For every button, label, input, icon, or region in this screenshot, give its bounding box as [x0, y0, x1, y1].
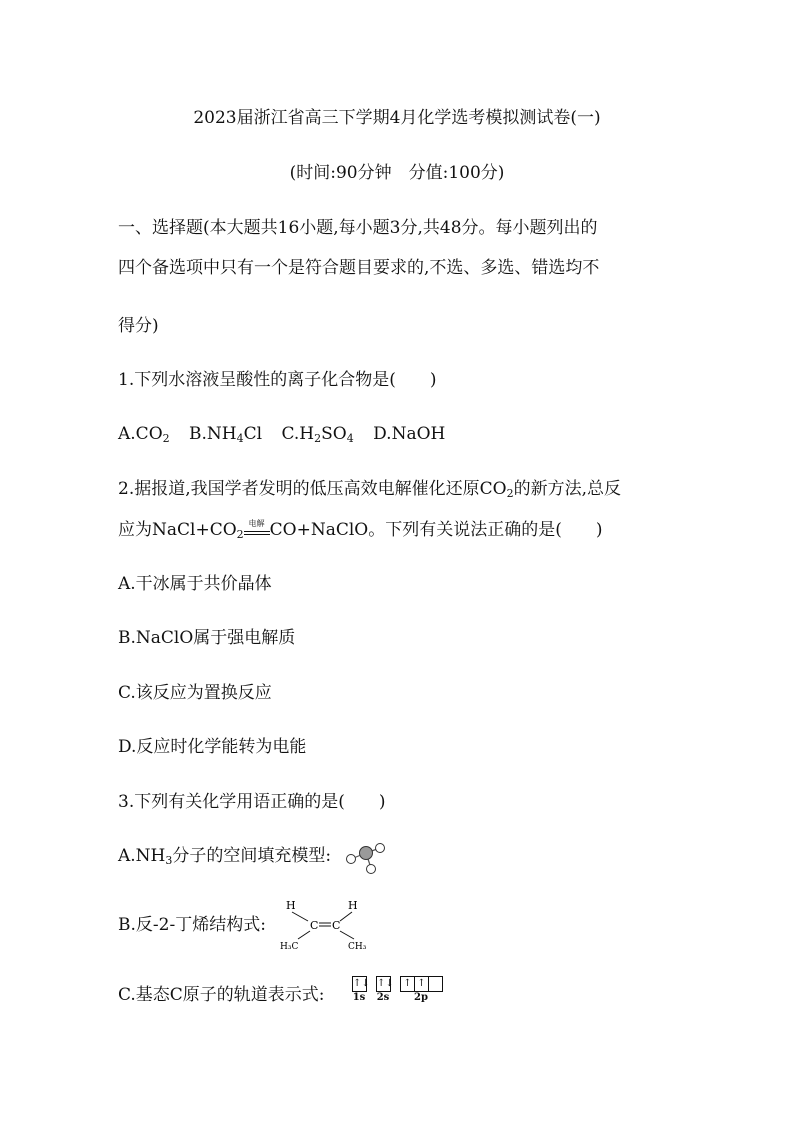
orbital-2p-box-3 [428, 976, 443, 992]
section-intro-line-2: 四个备选项中只有一个是符合题目要求的,不选、多选、错选均不 [118, 258, 600, 278]
question-1-stem: 1.下列水溶液呈酸性的离子化合物是( ) [118, 370, 437, 390]
nh3-space-filling-model [342, 840, 392, 878]
question-2-stem-line-2: 应为$NaCl+CO_2$ 电解 CO+NaClO。下列有关说法正确的是( ) [118, 519, 603, 541]
orbital-2s-box: ↑↓ [376, 976, 391, 992]
question-2-option-a: A.干冰属于共价晶体 [118, 574, 272, 594]
question-2-stem-line-1: 2.据报道,我国学者发明的低压高效电解催化还原$CO_2$的新方法,总反 [118, 479, 621, 500]
question-3-option-b: B.反-2-丁烯结构式: [118, 915, 266, 935]
option-c: $C.H_2SO_4$ [281, 424, 354, 445]
question-1-options [118, 426, 459, 444]
svg-text:H: H [286, 899, 296, 912]
question-2-option-c: C.该反应为置换反应 [118, 683, 272, 703]
page-title: 2023届浙江省高三下学期4月化学选考模拟测试卷(一) [193, 108, 601, 128]
orbital-2s-label: 2s [376, 992, 390, 1003]
section-intro-line-1: 一、选择题(本大题共16小题,每小题3分,共48分。每小题列出的 [118, 218, 598, 238]
orbital-1s-box: ↑↓ [352, 976, 367, 992]
section-intro-line-3: 得分) [118, 316, 159, 336]
question-3-option-a: $A.NH_3$分子的空间填充模型: [118, 846, 332, 867]
svg-text:C: C [332, 919, 341, 932]
question-3-stem: 3.下列有关化学用语正确的是( ) [118, 792, 386, 812]
orbital-1s-label: 1s [352, 992, 366, 1003]
option-b: $B.NH_4Cl$ [189, 424, 263, 445]
question-3-option-c: C.基态C原子的轨道表示式: [118, 985, 325, 1005]
carbon-orbital-diagram [352, 973, 442, 1003]
question-2-option-d: D.反应时化学能转为电能 [118, 737, 307, 757]
orbital-2p-label: 2p [414, 992, 428, 1003]
exam-info: (时间:90分钟 分值:100分) [289, 163, 505, 183]
svg-text:CH₃: CH₃ [348, 942, 367, 952]
electrolysis-arrow: 电解 [244, 526, 270, 535]
carbon-left: C [310, 919, 319, 932]
option-d: D.NaOH [373, 424, 446, 444]
h-right: H [348, 899, 358, 912]
option-a: $A.CO_2$ [118, 424, 170, 445]
svg-text:H₃C: H₃C [280, 942, 299, 952]
orbital-2p-box-1: ↑ [400, 976, 415, 992]
trans-2-butene-structure [280, 895, 380, 955]
question-2-option-b: B.NaClO属于强电解质 [118, 628, 296, 648]
orbital-2p-box-2: ↑ [414, 976, 429, 992]
